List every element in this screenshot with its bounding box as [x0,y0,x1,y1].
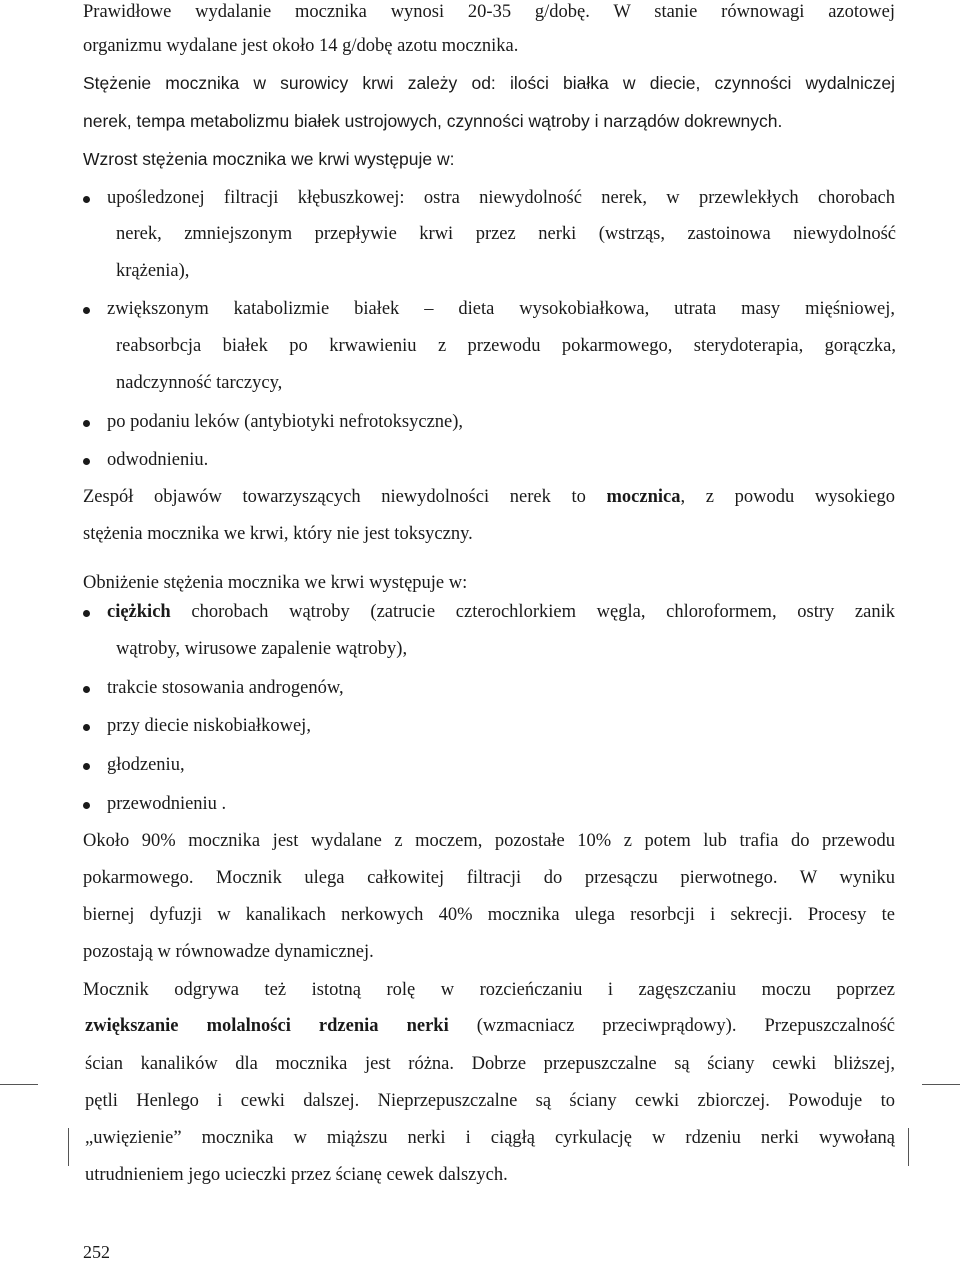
decrease-item-1-line-2: wątroby, wirusowe zapalenie wątroby), [116,639,408,659]
increase-item-3: po podaniu leków (antybiotyki nefrotoksyczne), [107,412,464,432]
right-margin-bar [908,1128,909,1166]
decrease-item-3: przy diecie niskobiałkowej, [107,716,311,736]
paragraph-2-line-2: nerek, tempa metabolizmu białek ustrojowych, czynności wątroby i narządów dokrewnych. [83,111,783,131]
paragraph-1-line-2: organizmu wydalane jest około 14 g/dobę azotu mocznika. [83,36,519,56]
increase-item-1-line-1: upośledzonej filtracji kłębuszkowej: ostra niewydolność nerek, w przewlekłych chorobach [107,188,895,208]
page-number: 252 [83,1242,110,1262]
decrease-heading: Obniżenie stężenia mocznika we krwi występuje w: [83,573,468,593]
role-line-6: utrudnieniem jego ucieczki przez ścianę cewek dalszych. [85,1165,508,1185]
role-line-5: „uwięzienie” mocznika w miąższu nerki i ciągłą cyrkulację w rdzeniu nerki wywołaną [85,1128,895,1148]
uremia-line-2: stężenia mocznika we krwi, który nie jest toksyczny. [83,524,473,544]
excretion-line-2: pokarmowego. Mocznik ulega całkowitej filtracji do przesączu pierwotnego. W wyniku [83,868,895,888]
increase-item-2-line-1: zwiększonym katabolizmie białek – dieta wysokobiałkowa, utrata masy mięśniowej, [107,299,895,319]
decrease-item-1-bold: ciężkich [107,602,171,622]
increase-heading: Wzrost stężenia mocznika we krwi występuje w: [83,149,455,169]
increase-item-2-line-3: nadczynność tarczycy, [116,373,283,393]
increase-item-1-line-3: krążenia), [116,261,190,281]
excretion-line-1: Około 90% mocznika jest wydalane z moczem, pozostałe 10% z potem lub trafia do przewodu [83,831,895,851]
uremia-line-1: Zespół objawów towarzyszących niewydolności nerek to mocznica, z powodu wysokiego [83,487,895,507]
increase-item-1-line-2: nerek, zmniejszonym przepływie krwi przez nerki (wstrząs, zastoinowa niewydolność [116,224,896,244]
increase-item-4: odwodnieniu. [107,450,209,470]
bullet-icon [83,307,90,314]
role-line-4: pętli Henlego i cewki dalszej. Nieprzepuszczalne są ściany cewki zbiorczej. Powoduje to [85,1091,895,1111]
role-line-3: ścian kanalików dla mocznika jest różna. Dobrze przepuszczalne są ściany cewki bliższej, [85,1054,895,1074]
excretion-line-3: biernej dyfuzji w kanalikach nerkowych 40% mocznika ulega resorbcji i sekrecji. Procesy te [83,905,895,925]
decrease-item-2: trakcie stosowania androgenów, [107,678,344,698]
role-line-2: zwiększanie molalności rdzenia nerki (wzmacniacz przeciwprądowy). Przepuszczalność [85,1016,895,1036]
bullet-icon [83,458,90,465]
bullet-icon [83,686,90,693]
decrease-item-4: głodzeniu, [107,755,185,775]
role-bold-term: zwiększanie molalności rdzenia nerki [85,1016,449,1036]
right-margin-rule [922,1084,960,1085]
paragraph-1-line-1: Prawidłowe wydalanie mocznika wynosi 20-35 g/dobę. W stanie równowagi azotowej [83,2,895,22]
paragraph-2-line-1: Stężenie mocznika w surowicy krwi zależy od: ilości białka w diecie, czynności wydalniczej [83,73,895,93]
bullet-icon [83,763,90,770]
bullet-icon [83,420,90,427]
bullet-icon [83,196,90,203]
decrease-item-1-line-1: ciężkich chorobach wątroby (zatrucie czterochlorkiem węgla, chloroformem, ostry zanik [107,602,895,622]
excretion-line-4: pozostają w równowadze dynamicznej. [83,942,374,962]
role-line-1: Mocznik odgrywa też istotną rolę w rozcieńczaniu i zagęszczaniu moczu poprzez [83,980,895,1000]
increase-item-2-line-2: reabsorbcja białek po krwawieniu z przewodu pokarmowego, sterydoterapia, gorączka, [116,336,896,356]
bullet-icon [83,724,90,731]
bullet-icon [83,610,90,617]
left-margin-rule [0,1084,38,1085]
bullet-icon [83,802,90,809]
decrease-item-5: przewodnieniu . [107,794,227,814]
left-margin-bar [68,1128,69,1166]
uremia-term: mocznica [606,487,681,507]
